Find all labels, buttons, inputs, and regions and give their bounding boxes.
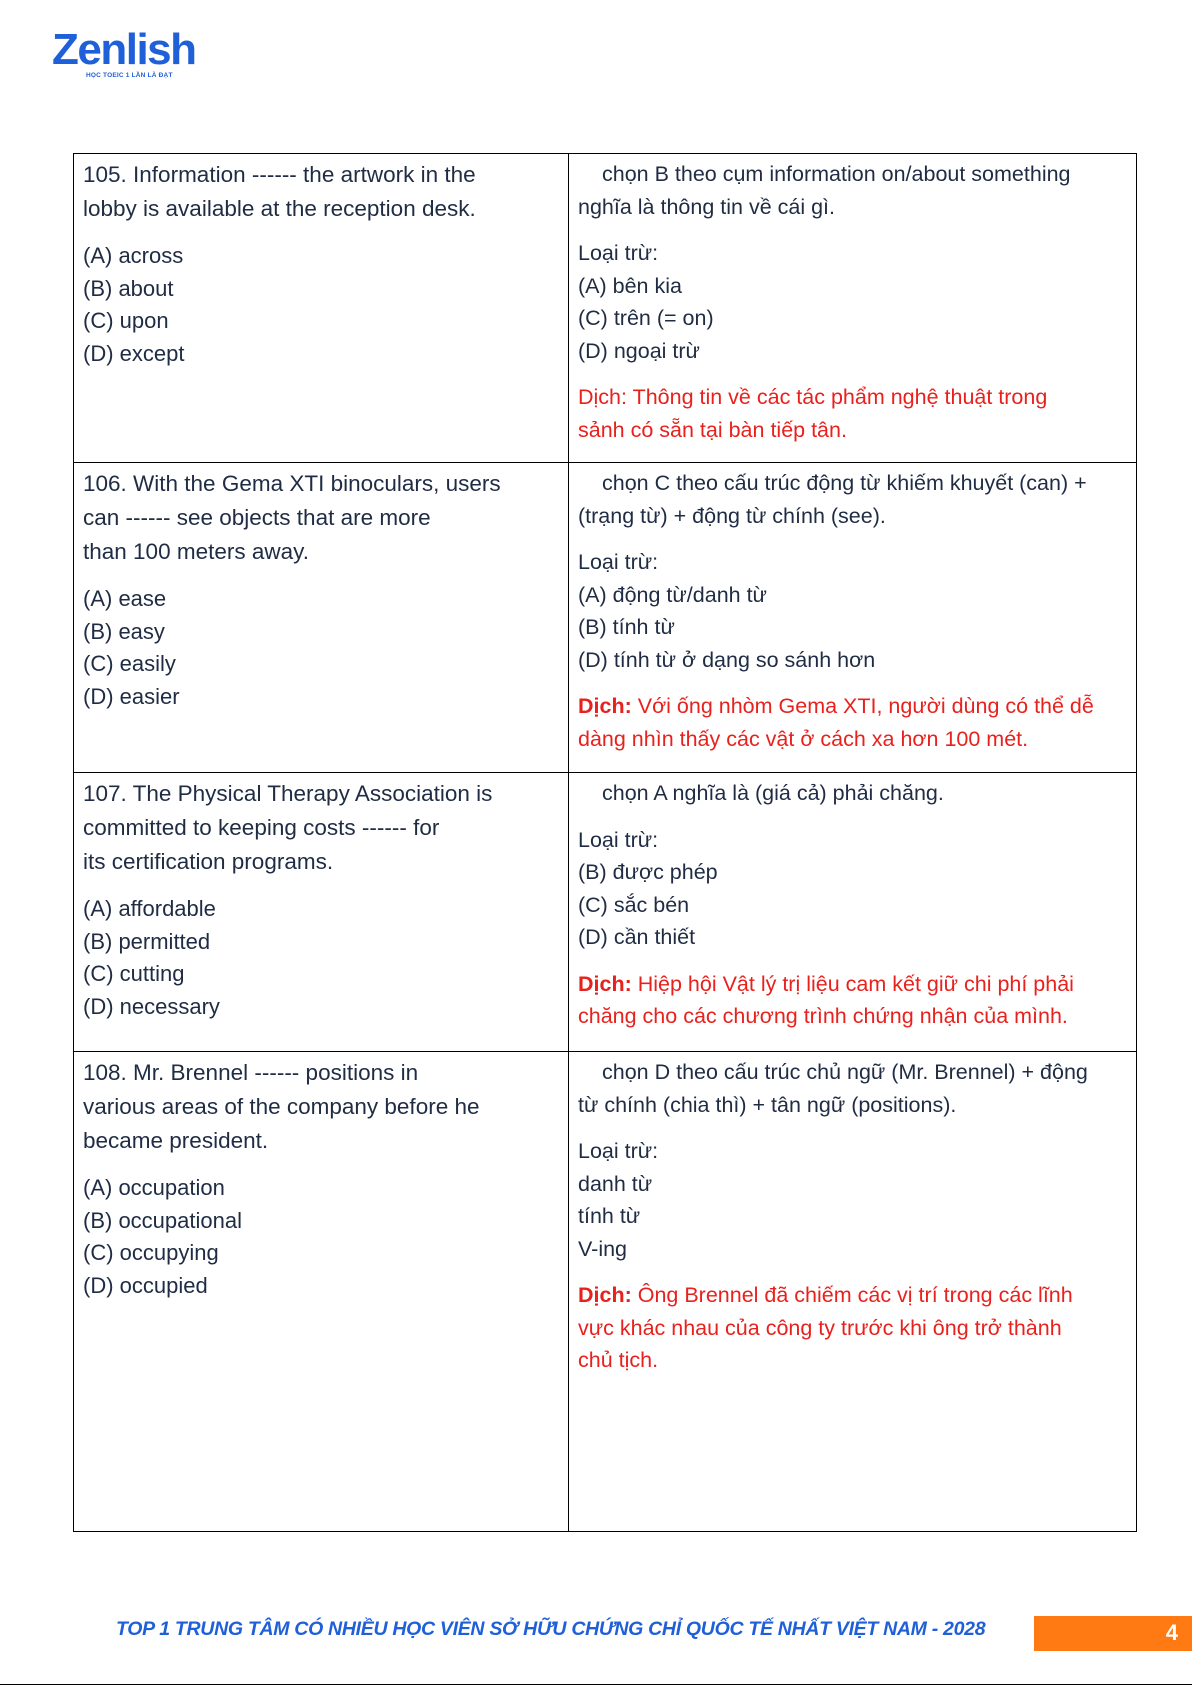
answer-text: chọn A nghĩa là (giá cả) phải chăng. <box>602 781 944 805</box>
exclude-title: Loại trừ: <box>578 550 659 574</box>
option: (A) ease <box>83 586 167 611</box>
answer-text: chọn B theo cụm information on/about something <box>602 162 1071 186</box>
question-stem: can ------ see objects that are more <box>83 505 431 530</box>
question-stem: than 100 meters away. <box>83 539 309 564</box>
exclude-item: (D) cần thiết <box>578 925 696 949</box>
translation-label: Dịch: <box>578 694 632 718</box>
exclude-item: (A) bên kia <box>578 273 682 298</box>
exclude-item: (C) trên (= on) <box>578 306 714 330</box>
explanation-cell <box>569 1052 1137 1532</box>
answer-text: nghĩa là thông tin về cái gì. <box>578 194 835 219</box>
table-row <box>74 773 1137 1052</box>
option: (C) easily <box>83 651 176 676</box>
exclude-item: danh từ <box>578 1171 653 1196</box>
answer-text: chọn D theo cấu trúc chủ ngữ (Mr. Brennel) + động <box>602 1060 1088 1084</box>
translation <box>578 1279 1127 1312</box>
question-stem: became president. <box>83 1128 269 1153</box>
translation: sảnh có sẵn tại bàn tiếp tân. <box>578 417 847 442</box>
option: (B) about <box>83 275 174 301</box>
option: (C) upon <box>83 308 169 333</box>
option: (B) permitted <box>83 928 211 954</box>
translation <box>578 968 1127 1001</box>
option: (A) affordable <box>83 896 216 921</box>
answer-text: từ chính (chia thì) + tân ngữ (positions). <box>578 1092 957 1117</box>
question-cell <box>74 1052 569 1532</box>
question-cell <box>74 463 569 773</box>
exclude-item: (D) ngoại trừ <box>578 338 700 363</box>
question-stem: 108. Mr. Brennel ------ positions in <box>83 1060 419 1085</box>
question-stem: committed to keeping costs ------ for <box>83 815 440 840</box>
question-table <box>73 153 1137 1532</box>
brand-tagline: HỌC TOEIC 1 LẦN LÀ ĐẠT <box>86 72 173 79</box>
exclude-item: tính từ <box>578 1204 641 1228</box>
explanation-cell <box>569 154 1137 463</box>
explanation-cell <box>569 773 1137 1052</box>
question-stem: its certification programs. <box>83 849 334 874</box>
brand-logo <box>52 25 212 82</box>
explanation-cell <box>569 463 1137 773</box>
option: (B) occupational <box>83 1207 242 1233</box>
translation-text: Ông Brennel đã chiếm các vị trí trong các lĩnh <box>631 1283 1073 1307</box>
question-stem: various areas of the company before he <box>83 1094 480 1119</box>
translation-label: Dịch: <box>578 971 632 996</box>
answer-text: chọn C theo cấu trúc động từ khiếm khuyết (can) + <box>602 471 1087 495</box>
exclude-item: (D) tính từ ở dạng so sánh hơn <box>578 647 876 672</box>
translation: vực khác nhau của công ty trước khi ông trở thành <box>578 1315 1062 1340</box>
option: (D) easier <box>83 683 180 709</box>
exclude-title: Loại trừ: <box>578 241 659 265</box>
question-stem: 107. The Physical Therapy Association is <box>83 781 493 806</box>
table-row <box>74 463 1137 773</box>
question-cell <box>74 773 569 1052</box>
exclude-item: (B) tính từ <box>578 615 675 639</box>
option: (A) across <box>83 243 184 268</box>
translation: Dịch: Thông tin về các tác phẩm nghệ thuật trong <box>578 385 1048 409</box>
option: (C) cutting <box>83 961 185 986</box>
option: (D) necessary <box>83 993 220 1019</box>
table-row <box>74 1052 1137 1532</box>
option: (D) except <box>83 340 185 366</box>
exclude-item: (B) được phép <box>578 860 718 884</box>
translation: chủ tịch. <box>578 1348 659 1372</box>
option: (C) occupying <box>83 1240 219 1265</box>
exclude-title: Loại trừ: <box>578 1139 659 1163</box>
option: (A) occupation <box>83 1175 225 1200</box>
page-number-box <box>1034 1616 1192 1651</box>
translation-label: Dịch: <box>578 1283 632 1307</box>
translation: chăng cho các chương trình chứng nhận của mình. <box>578 1004 1068 1028</box>
translation <box>578 690 1127 723</box>
question-stem: 106. With the Gema XTI binoculars, users <box>83 471 501 496</box>
question-stem: lobby is available at the reception desk. <box>83 196 476 221</box>
option: (B) easy <box>83 618 165 644</box>
exclude-title: Loại trừ: <box>578 827 659 852</box>
answer-text: (trạng từ) + động từ chính (see). <box>578 503 886 528</box>
brand-name: Zenlish <box>52 25 196 74</box>
table-row <box>74 154 1137 463</box>
translation-text: Với ống nhòm Gema XTI, người dùng có thể dễ <box>631 694 1094 718</box>
option: (D) occupied <box>83 1272 208 1298</box>
page-number: 4 <box>1165 1620 1178 1645</box>
exclude-item: (C) sắc bén <box>578 892 690 917</box>
footer-slogan: TOP 1 TRUNG TÂM CÓ NHIỀU HỌC VIÊN SỞ HỮU CHỨNG CHỈ QUỐC TẾ NHẤT VIỆT NAM - 2028 <box>116 1618 986 1640</box>
translation: dàng nhìn thấy các vật ở cách xa hơn 100 mét. <box>578 726 1029 751</box>
question-cell <box>74 154 569 463</box>
question-stem: 105. Information ------ the artwork in the <box>83 162 476 187</box>
exclude-item: (A) động từ/danh từ <box>578 582 767 607</box>
translation-text: Hiệp hội Vật lý trị liệu cam kết giữ chi phí phải <box>631 971 1074 996</box>
exclude-item: V-ing <box>578 1236 628 1261</box>
